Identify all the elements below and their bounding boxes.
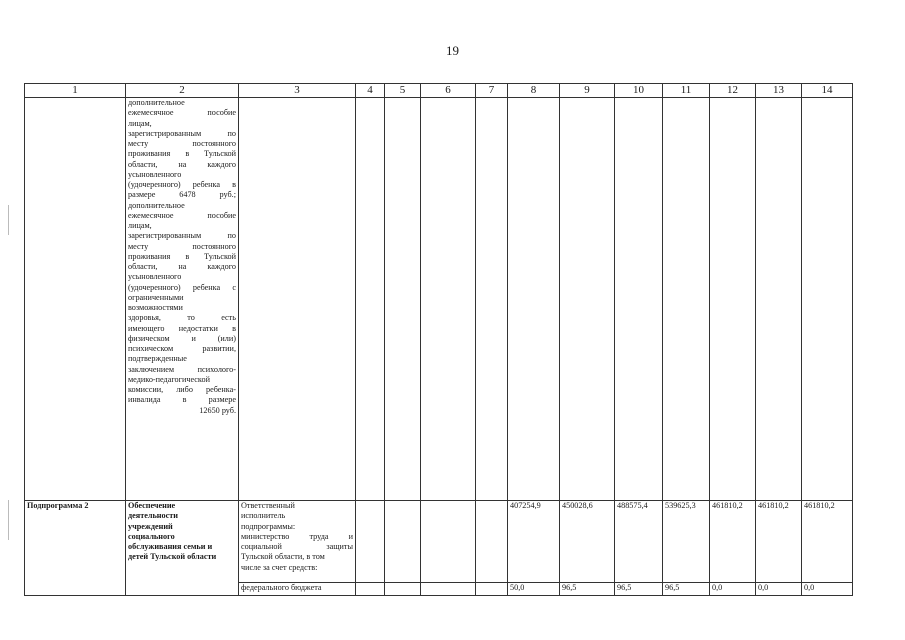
empty-cell	[710, 98, 756, 501]
executor-line: исполнитель	[241, 511, 286, 521]
empty-cell	[385, 98, 421, 501]
column-header: 8	[508, 84, 560, 98]
value-cell: 450028,6	[560, 501, 615, 583]
subprogram-name-line: деятельности	[128, 511, 178, 521]
executor-cell	[239, 501, 356, 583]
executor-line: министерство труда и	[241, 531, 353, 541]
measure-description-line: ежемесячное пособие	[128, 210, 236, 220]
empty-cell	[476, 583, 508, 596]
funding-source-label: федерального бюджета	[239, 583, 356, 596]
empty-cell	[385, 583, 421, 596]
empty-cell	[802, 98, 853, 501]
executor-line: социальной защиты	[241, 542, 353, 551]
measure-description-line: заключением психолого-	[128, 364, 236, 374]
measure-description-line: ограниченными	[128, 292, 184, 302]
empty-cell	[25, 98, 126, 501]
value-cell: 461810,2	[802, 501, 853, 583]
value-cell: 539625,3	[663, 501, 710, 583]
column-header: 11	[663, 84, 710, 98]
empty-cell	[421, 98, 476, 501]
value-cell: 96,5	[560, 583, 615, 596]
value-cell: 96,5	[615, 583, 663, 596]
subprogram-name	[126, 501, 239, 596]
measure-description-line: зарегистрированным по	[128, 128, 236, 138]
subprogram-row	[25, 501, 853, 583]
scan-margin-mark	[8, 500, 9, 540]
column-header: 3	[239, 84, 356, 98]
measure-description-line: (удочеренного) ребенка с	[128, 282, 236, 292]
scan-margin-mark	[8, 205, 9, 235]
measure-description-line: (удочеренного) ребенка в	[128, 180, 236, 189]
empty-cell	[508, 98, 560, 501]
measure-description-line: проживания в Тульской	[128, 251, 236, 261]
measure-description-line: дополнительное	[128, 200, 185, 210]
measure-description-line: месту постоянного	[128, 139, 236, 148]
value-cell: 461810,2	[710, 501, 756, 583]
empty-cell	[356, 501, 385, 583]
subprogram-name-line: детей Тульской области	[128, 552, 217, 562]
empty-cell	[663, 98, 710, 501]
subprogram-name-line: обслуживания семьи и	[128, 542, 213, 551]
column-header: 6	[421, 84, 476, 98]
measure-description-amount: 12650 руб.	[199, 405, 236, 415]
value-cell: 461810,2	[756, 501, 802, 583]
subprogram-name-line: Обеспечение	[128, 501, 176, 510]
column-header: 13	[756, 84, 802, 98]
empty-cell	[385, 501, 421, 583]
header-row	[25, 84, 853, 98]
value-cell: 407254,9	[508, 501, 560, 583]
value-cell: 96,5	[663, 583, 710, 596]
page-number: 19	[446, 43, 459, 58]
measure-description-line: психическом развитии,	[128, 344, 236, 353]
measure-description-line: инвалида в размере	[128, 395, 236, 405]
measure-description-line: возможностями	[128, 303, 183, 312]
column-header: 9	[560, 84, 615, 98]
column-header: 10	[615, 84, 663, 98]
column-header: 2	[126, 84, 239, 98]
empty-cell	[356, 98, 385, 501]
measure-description-line: ежемесячное пособие	[128, 108, 236, 118]
executor-line: Ответственный	[241, 501, 295, 510]
value-cell: 0,0	[710, 583, 756, 596]
measure-description-line: месту постоянного	[128, 241, 236, 251]
executor-line: числе за счет средств:	[241, 562, 318, 572]
measure-description-line: размере 6478 руб.;	[128, 190, 236, 200]
column-header: 5	[385, 84, 421, 98]
measure-description-line: проживания в Тульской	[128, 149, 236, 159]
subprogram-label: Подпрограмма 2	[25, 501, 126, 596]
measure-description-line: области, на каждого	[128, 262, 236, 271]
column-header: 12	[710, 84, 756, 98]
subprogram-name-line: социального	[128, 531, 175, 541]
value-cell: 0,0	[802, 583, 853, 596]
measure-description-line: медико-педагогической	[128, 374, 210, 384]
empty-cell	[476, 501, 508, 583]
measure-description-line: усыновленного	[128, 272, 182, 282]
empty-cell	[239, 98, 356, 501]
empty-cell	[421, 583, 476, 596]
measure-description-line: области, на каждого	[128, 159, 236, 169]
value-cell: 50,0	[508, 583, 560, 596]
executor-line: Тульской области, в том	[241, 552, 325, 562]
empty-cell	[560, 98, 615, 501]
column-header: 7	[476, 84, 508, 98]
measure-description-line: дополнительное	[128, 98, 185, 107]
empty-cell	[756, 98, 802, 501]
subprogram-name-line: учреждений	[128, 521, 173, 531]
measure-description-line: усыновленного	[128, 169, 182, 179]
empty-cell	[356, 583, 385, 596]
value-cell: 488575,4	[615, 501, 663, 583]
column-header: 4	[356, 84, 385, 98]
measure-description-line: зарегистрированным по	[128, 231, 236, 241]
program-table	[24, 83, 853, 596]
column-header: 14	[802, 84, 853, 98]
empty-cell	[615, 98, 663, 501]
description-row	[25, 98, 853, 501]
column-header: 1	[25, 84, 126, 98]
measure-description-line: имеющего недостатки в	[128, 323, 236, 333]
measure-description-line: лицам,	[128, 118, 152, 128]
measure-description-line: подтвержденные	[128, 354, 187, 364]
measure-description-line: лицам,	[128, 221, 152, 230]
measure-description	[128, 98, 236, 406]
empty-cell	[421, 501, 476, 583]
executor-line: подпрограммы:	[241, 521, 296, 531]
measure-description-line: здоровья, то есть	[128, 313, 236, 323]
measure-description-line: физическом и (или)	[128, 333, 236, 343]
measure-description-line: комиссии, либо ребенка-	[128, 385, 236, 394]
value-cell: 0,0	[756, 583, 802, 596]
empty-cell	[476, 98, 508, 501]
measure-description-cell	[126, 98, 239, 501]
